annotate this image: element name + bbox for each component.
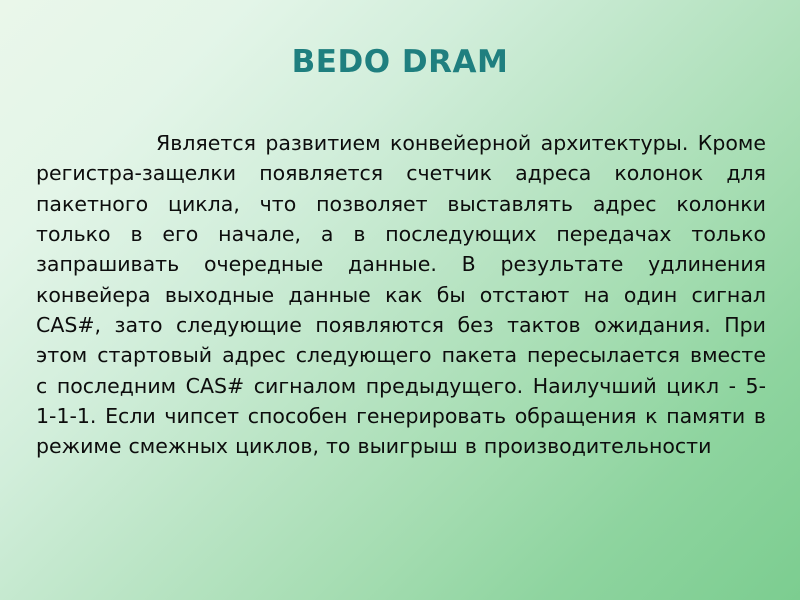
slide-title: BEDO DRAM: [291, 44, 509, 80]
slide-body-text: Является развитием конвейерной архитектуры. Кроме регистра-защелки появляется счетчик адреса колонок для пакетного цикла, что позволяет выставлять адрес колонки только в его начале, а в последующих передачах только запрашивать очередные данные. В результате удлинения конвейера выходные данные как бы отстают на один сигнал CAS#, зато следующие появляются без тактов ожидания. При этом стартовый адрес следующего пакета пересылается вместе с последним CAS# сигналом предыдущего. Наилучший цикл - 5-1-1-1. Если чипсет способен генерировать обращения к памяти в режиме смежных циклов, то выигрыш в производительности: [36, 131, 766, 459]
